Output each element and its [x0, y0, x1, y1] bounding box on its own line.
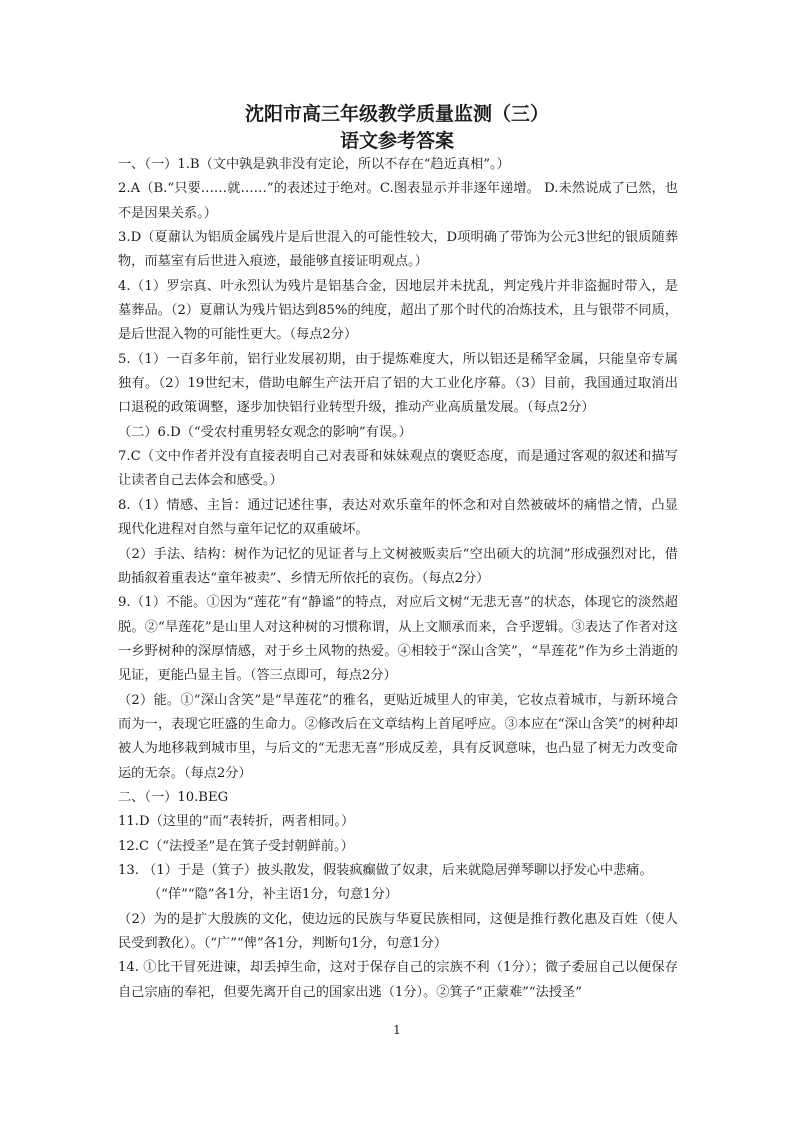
answer-line: （2）手法、结构：树作为记忆的见证者与上文树被贩卖后“空出硕大的坑洞”形成强烈对比，借助插叙着重表达“童年被卖”、乡情无所依托的哀伤。（每点2分）	[118, 546, 678, 586]
answer-line: （2）为的是扩大殷族的文化，使边远的民族与华夏民族相同，这便是推行教化惠及百姓（使人民受到教化）。（“广”“俾”各1分，判断句1分，句意1分）	[118, 911, 678, 951]
answer-line: 14. ①比干冒死进谏，却丢掉生命，这对于保存自己的宗族不利（1分）；微子委屈自己以便保存自己宗庙的奉祀，但要先离开自己的国家出逃（1分）。②箕子“正蒙难”“法授圣”	[118, 960, 678, 1000]
document-title: 沈阳市高三年级教学质量监测（三）	[244, 103, 549, 125]
answer-line: 9.（1）不能。①因为“莲花”有“静谧”的特点，对应后文树“无悲无喜”的状态，体现它的淡然超脱。②“旱莲花”是山里人对这种树的习惯称谓，从上文顺承而来，合乎逻辑。③表达了作者对这一乡野树种的深厚情感，对于乡土风物的热爱。④相较于“深山含笑”，“旱莲花”作为乡土消逝的见证，更能凸显主旨。（答三点即可，每点2分）	[118, 595, 678, 684]
answer-line: （二）6.D（“受农村重男轻女观念的影响”有误。）	[118, 424, 412, 440]
answer-line: 8.（1）情感、主旨：通过记述往事，表达对欢乐童年的怀念和对自然被破坏的痛惜之情，凸显现代化进程对自然与童年记忆的双重破坏。	[118, 497, 678, 538]
answer-line: 12.C（“法授圣”是在箕子受封朝鲜前。）	[118, 838, 354, 854]
answer-line: 二、（一）10.BEG	[118, 789, 229, 805]
answer-line: 11.D（这里的“而”表转折，两者相同。）	[118, 814, 355, 830]
answer-line: （2）能。①“深山含笑”是“旱莲花”的雅名，更贴近城里人的审美，它妆点着城市，与新环境合而为一，表现它旺盛的生命力。②修改后在文章结构上首尾呼应。③本应在“深山含笑”的树种却被人为地移栽到城市里，与后文的“无悲无喜”形成反差，具有反讽意味，也凸显了树无力改变命运的无奈。（每点2分）	[118, 692, 678, 781]
answer-body	[118, 153, 678, 1005]
answer-line: 7.C（文中作者并没有直接表明自己对表哥和妹妹观点的褒贬态度，而是通过客观的叙述和描写让读者自己去体会和感受。）	[118, 449, 678, 489]
document-subtitle: 语文参考答案	[339, 130, 454, 152]
answer-line: （“佯”“隐”各1分，补主语1分，句意1分）	[148, 887, 398, 903]
answer-line: 一、（一）1.B（文中孰是孰非没有定论，所以不存在“趋近真相”。）	[118, 157, 510, 172]
answer-line: 5.（1）一百多年前，铝行业发展初期，由于提炼难度大，所以铝还是稀罕金属，只能皇帝专属独有。（2）19世纪末，借助电解生产法开启了铝的大工业化序幕。（3）目前，我国通过取消出口退税的政策调整，逐步加快铝行业转型升级，推动产业高质量发展。（每点2分）	[118, 351, 678, 416]
answer-line: 13. （1）于是（箕子）披头散发，假装疯癫做了奴隶，后来就隐居弹琴聊以抒发心中悲痛。	[118, 862, 653, 878]
answer-line: 4.（1）罗宗真、叶永烈认为残片是铝基合金，因地层并未扰乱，判定残片并非盗掘时带入，是墓葬品。（2）夏鼐认为残片铝达到85%的纯度，超出了那个时代的冶炼技术，且与银带不同质，是后世混入物的可能性更大。（每点2分）	[118, 278, 678, 343]
page-number: 1	[393, 1023, 401, 1037]
answer-line: 3.D（夏鼐认为铝质金属残片是后世混入的可能性较大，D项明确了带饰为公元3世纪的银质随葬物，而墓室有后世进入痕迹，最能够直接证明观点。）	[118, 230, 678, 270]
answer-line: 2.A（B.“只要……就……”的表述过于绝对。C.图表显示并非逐年递增。 D.未然说成了已然，也不是因果关系。）	[118, 181, 678, 221]
